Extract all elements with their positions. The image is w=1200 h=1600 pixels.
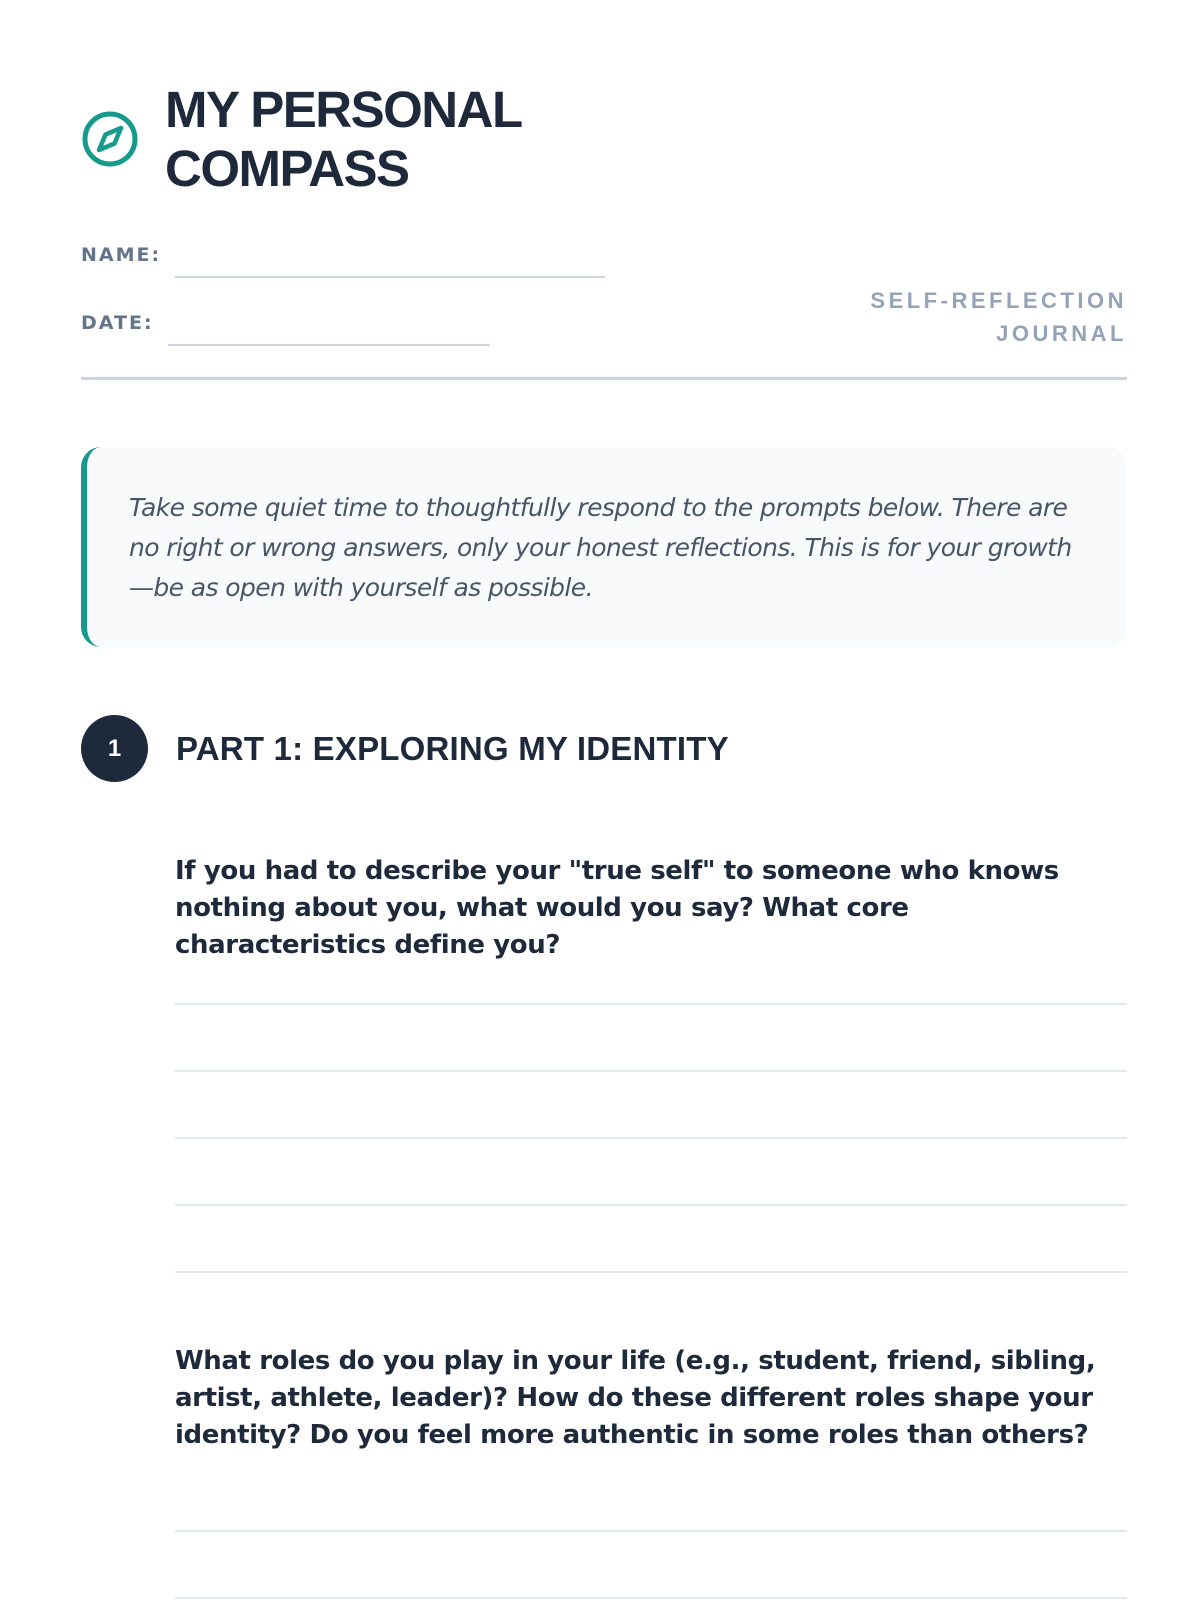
intro-text: Take some quiet time to thoughtfully respond to the prompts below. There are no right or wrong answers, only your honest reflections. This is for your growth—be as open with yourself as possible.	[129, 493, 1072, 602]
intro-box	[81, 447, 1127, 647]
compass-icon	[81, 110, 139, 168]
answer-line[interactable]	[175, 1137, 1127, 1139]
date-label: DATE:	[81, 312, 154, 334]
journal-label: SELF-REFLECTION JOURNAL	[870, 288, 1127, 346]
date-field-row	[81, 312, 490, 334]
section-header	[81, 715, 729, 782]
section-number-badge: 1	[81, 715, 148, 782]
title-row	[81, 80, 585, 198]
name-field-row	[81, 244, 605, 266]
journal-page	[81, 0, 1127, 1600]
question-prompt: If you had to describe your "true self" to someone who knows nothing about you, what would you say? What core characteristics define you?	[175, 856, 1059, 960]
page-title: MY PERSONAL COMPASS	[165, 81, 521, 197]
answer-line[interactable]	[175, 1204, 1127, 1206]
section-title: PART 1: EXPLORING MY IDENTITY	[176, 729, 729, 767]
header-divider	[81, 377, 1127, 380]
answer-line[interactable]	[175, 1070, 1127, 1072]
question-prompt: What roles do you play in your life (e.g., student, friend, sibling, artist, athlete, leader)? How do these different roles shape your identity? Do you feel more authentic in some roles than others?	[175, 1346, 1096, 1450]
name-label: NAME:	[81, 244, 162, 266]
answer-line[interactable]	[175, 1271, 1127, 1273]
answer-line[interactable]	[175, 1597, 1127, 1599]
name-field[interactable]	[175, 276, 605, 278]
answer-line[interactable]	[175, 1003, 1127, 1005]
answer-line[interactable]	[175, 1530, 1127, 1532]
date-field[interactable]	[168, 344, 490, 346]
